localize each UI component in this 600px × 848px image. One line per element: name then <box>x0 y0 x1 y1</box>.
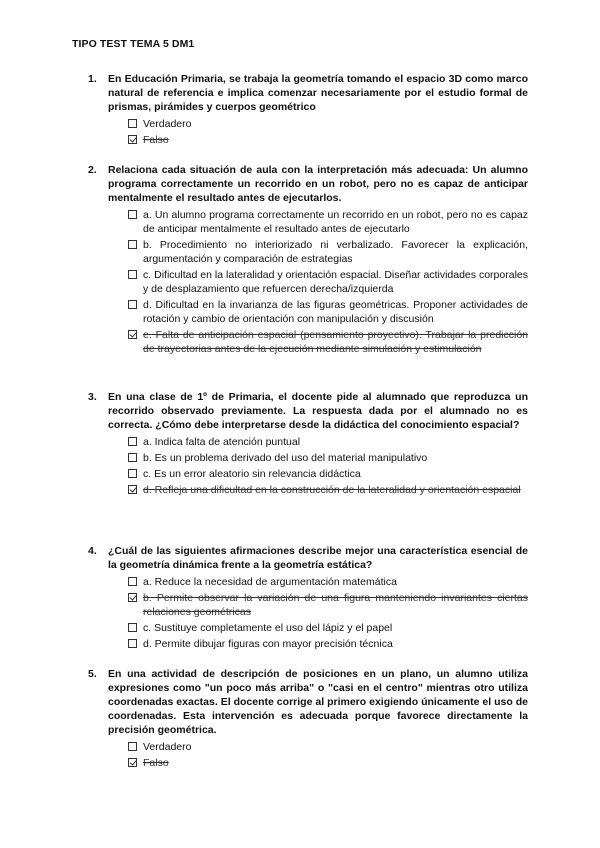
question-number: 3. <box>88 391 97 403</box>
checked-checkbox-icon[interactable] <box>128 485 137 494</box>
checkbox-icon[interactable] <box>128 119 137 128</box>
option-list <box>128 435 528 497</box>
checkbox-icon[interactable] <box>128 742 137 751</box>
checked-checkbox-icon[interactable] <box>128 330 137 339</box>
option-d[interactable]: d. Refleja una dificultad en la construcción de la lateralidad y orientación espacial <box>128 483 528 497</box>
option-list <box>128 117 528 147</box>
question-number: 4. <box>88 545 97 557</box>
question-text: ¿Cuál de las siguientes afirmaciones describe mejor una característica esencial de la geometría dinámica frente a la geometría estática? <box>108 545 528 571</box>
question-4 <box>90 544 528 653</box>
option-c[interactable]: c. Sustituye completamente el uso del lápiz y el papel <box>128 621 528 635</box>
option-verdadero[interactable]: Verdadero <box>128 740 528 754</box>
option-a[interactable]: a. Indica falta de atención puntual <box>128 435 528 449</box>
question-text: En una clase de 1º de Primaria, el docente pide al alumnado que reproduzca un recorrido observado previamente. La respuesta dada por el alumnado no es correcta. ¿Cómo debe interpretarse desde la didáctica del conocimiento espacial? <box>108 391 528 431</box>
option-d[interactable]: d. Permite dibujar figuras con mayor precisión técnica <box>128 637 528 651</box>
question-5-statement <box>90 667 528 737</box>
question-text: En Educación Primaria, se trabaja la geometría tomando el espacio 3D como marco natural de referencia e implica comenzar necesariamente por el estudio formal de prismas, pirámides y cuerpos geométrico <box>108 73 528 113</box>
checkbox-icon[interactable] <box>128 577 137 586</box>
question-text: Relaciona cada situación de aula con la interpretación más adecuada: Un alumno programa correctamente un recorrido en un robot, pero no es capaz de anticipar mentalmente el resultado antes de ejecutarlos. <box>108 164 528 204</box>
option-a[interactable]: a. Un alumno programa correctamente un recorrido en un robot, pero no es capaz de anticipar mentalmente el resultado antes de ejecutarlo <box>128 208 528 236</box>
question-text: En una actividad de descripción de posiciones en un plano, un alumno utiliza expresiones como "un poco más arriba" o "casi en el centro" mientras otro utiliza coordenadas exactas. El docente corrige al primero exigiendo únicamente el uso de coordenadas. Esta intervención es adecuada porque favorece directamente la precisión geométrica. <box>108 668 528 736</box>
question-2-statement <box>90 163 528 205</box>
option-a[interactable]: a. Reduce la necesidad de argumentación matemática <box>128 575 528 589</box>
checked-checkbox-icon[interactable] <box>128 135 137 144</box>
checked-checkbox-icon[interactable] <box>128 758 137 767</box>
question-5 <box>90 667 528 772</box>
option-e[interactable]: e. Falta de anticipación espacial (pensamiento proyectivo). Trabajar la predicción de trayectorias antes de la ejecución mediante simulación y estimulación <box>128 328 528 356</box>
checkbox-icon[interactable] <box>128 623 137 632</box>
question-1-statement <box>90 72 528 114</box>
question-number: 1. <box>88 73 97 85</box>
option-list <box>128 208 528 356</box>
document-title: TIPO TEST TEMA 5 DM1 <box>72 38 195 50</box>
option-c[interactable]: c. Dificultad en la lateralidad y orientación espacial. Diseñar actividades corporales y de desplazamiento que refuercen derecha/izquierda <box>128 268 528 296</box>
question-4-statement <box>90 544 528 572</box>
question-2 <box>90 163 528 358</box>
checkbox-icon[interactable] <box>128 453 137 462</box>
option-list <box>128 575 528 651</box>
option-falso[interactable]: Falso <box>128 133 528 147</box>
option-d[interactable]: d. Dificultad en la invarianza de las figuras geométricas. Proponer actividades de rotación y cambio de orientación con manipulación y discusión <box>128 298 528 326</box>
question-number: 2. <box>88 164 97 176</box>
checkbox-icon[interactable] <box>128 270 137 279</box>
checkbox-icon[interactable] <box>128 240 137 249</box>
checked-checkbox-icon[interactable] <box>128 593 137 602</box>
checkbox-icon[interactable] <box>128 639 137 648</box>
option-verdadero[interactable]: Verdadero <box>128 117 528 131</box>
checkbox-icon[interactable] <box>128 437 137 446</box>
option-list <box>128 740 528 770</box>
option-falso[interactable]: Falso <box>128 756 528 770</box>
option-b[interactable]: b. Permite observar la variación de una figura manteniendo invariantes ciertas relaciones geométricas <box>128 591 528 619</box>
option-b[interactable]: b. Es un problema derivado del uso del material manipulativo <box>128 451 528 465</box>
question-number: 5. <box>88 668 97 680</box>
checkbox-icon[interactable] <box>128 210 137 219</box>
checkbox-icon[interactable] <box>128 300 137 309</box>
option-c[interactable]: c. Es un error aleatorio sin relevancia didáctica <box>128 467 528 481</box>
checkbox-icon[interactable] <box>128 469 137 478</box>
question-3-statement <box>90 390 528 432</box>
question-3 <box>90 390 528 499</box>
question-1 <box>90 72 528 149</box>
option-b[interactable]: b. Procedimiento no interiorizado ni verbalizado. Favorecer la explicación, argumentación y comparación de estrategias <box>128 238 528 266</box>
